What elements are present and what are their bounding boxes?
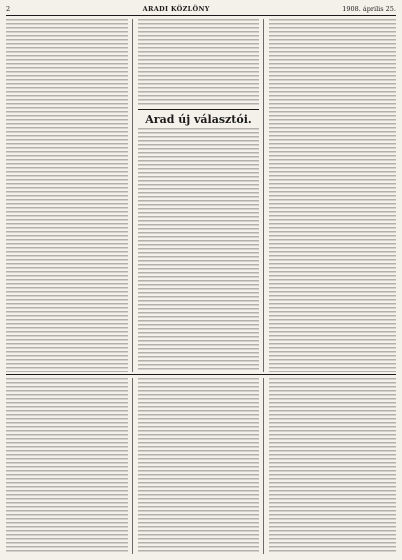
section-divider <box>6 374 396 375</box>
column-6 <box>269 378 396 554</box>
column-4 <box>6 378 133 554</box>
column-text <box>138 378 260 554</box>
column-2 <box>138 19 265 372</box>
column-text <box>138 19 260 105</box>
lower-columns <box>6 378 396 554</box>
article-headline: Arad új választói. <box>145 113 252 126</box>
column-3 <box>269 19 396 372</box>
newspaper-title: ARADI KÖZLÖNY <box>142 5 210 13</box>
column-text <box>6 378 128 554</box>
column-5 <box>138 378 265 554</box>
page-header <box>6 5 396 13</box>
column-text <box>138 128 260 372</box>
header-rule <box>6 15 396 16</box>
column-1 <box>6 19 133 372</box>
column-text <box>269 378 396 554</box>
column-text <box>6 19 128 372</box>
article-headline-block <box>138 110 260 128</box>
upper-columns <box>6 19 396 372</box>
page-number: 2 <box>6 5 11 13</box>
issue-date: 1908. április 25. <box>342 5 396 13</box>
column-text <box>269 19 396 372</box>
